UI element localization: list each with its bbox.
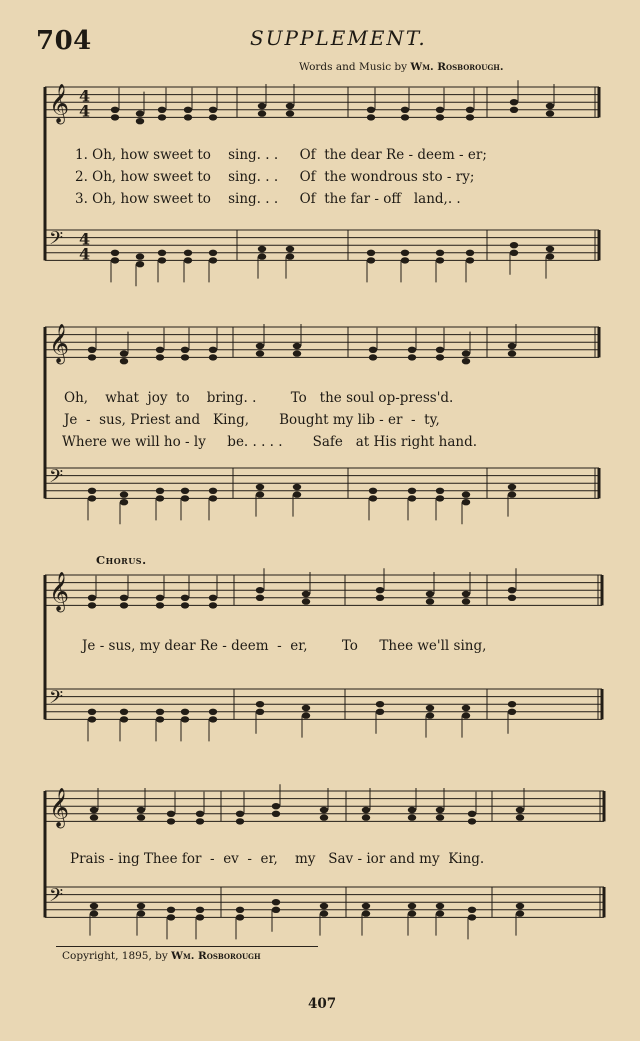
note-head xyxy=(236,907,244,913)
note-head xyxy=(256,595,264,601)
note-head xyxy=(293,343,301,349)
note-head xyxy=(158,250,166,256)
copyright-prefix: Copyright, 1895, by xyxy=(62,950,172,962)
note-head xyxy=(136,118,144,124)
note-head xyxy=(546,253,554,259)
note-head xyxy=(367,114,375,120)
note-head xyxy=(181,595,189,601)
time-signature: 4 xyxy=(79,86,91,106)
note-head xyxy=(156,495,164,501)
note-head xyxy=(369,488,377,494)
note-head xyxy=(181,709,189,715)
note-head xyxy=(462,598,470,604)
note-head xyxy=(302,598,310,604)
lyric-line: Prais - ing Thee for - ev - er, my Sav - ior and my King. xyxy=(70,851,485,867)
note-head xyxy=(376,701,384,707)
note-head xyxy=(156,595,164,601)
note-head xyxy=(90,903,98,909)
note-head xyxy=(88,347,96,353)
note-head xyxy=(209,257,217,263)
note-head xyxy=(367,257,375,263)
note-head xyxy=(436,903,444,909)
note-head xyxy=(516,903,524,909)
note-head xyxy=(120,499,128,505)
note-head xyxy=(369,354,377,360)
note-head xyxy=(209,347,217,353)
note-head xyxy=(408,807,416,813)
note-head xyxy=(156,602,164,608)
note-head xyxy=(272,811,280,817)
note-head xyxy=(468,907,476,913)
note-head xyxy=(408,354,416,360)
note-head xyxy=(436,807,444,813)
note-head xyxy=(546,246,554,252)
note-head xyxy=(401,107,409,113)
note-head xyxy=(436,257,444,263)
copyright-notice xyxy=(62,950,261,962)
note-head xyxy=(436,107,444,113)
hymn-number: 704 xyxy=(36,26,92,56)
note-head xyxy=(167,907,175,913)
copyright-author: Wm. Rosborough xyxy=(171,950,261,962)
note-head xyxy=(302,591,310,597)
note-head xyxy=(436,347,444,353)
note-head xyxy=(516,910,524,916)
note-head xyxy=(468,914,476,920)
note-head xyxy=(508,350,516,356)
note-head xyxy=(196,811,204,817)
note-head xyxy=(286,246,294,252)
note-head xyxy=(362,903,370,909)
note-head xyxy=(401,114,409,120)
note-head xyxy=(137,814,145,820)
note-head xyxy=(256,491,264,497)
note-head xyxy=(181,488,189,494)
note-head xyxy=(510,107,518,113)
lyric-line: Je - sus, my dear Re - deem - er, To Thee we'll sing, xyxy=(82,638,487,654)
note-head xyxy=(272,899,280,905)
note-head xyxy=(120,709,128,715)
note-head xyxy=(272,907,280,913)
note-head xyxy=(293,350,301,356)
note-head xyxy=(256,350,264,356)
note-head xyxy=(111,114,119,120)
note-head xyxy=(293,491,301,497)
note-head xyxy=(436,814,444,820)
note-head xyxy=(209,716,217,722)
note-head xyxy=(468,811,476,817)
note-head xyxy=(167,914,175,920)
note-head xyxy=(120,358,128,364)
note-head xyxy=(88,495,96,501)
note-head xyxy=(120,602,128,608)
note-head xyxy=(258,253,266,259)
note-head xyxy=(302,705,310,711)
note-head xyxy=(158,107,166,113)
note-head xyxy=(156,347,164,353)
note-head xyxy=(209,709,217,715)
note-head xyxy=(436,250,444,256)
note-head xyxy=(466,107,474,113)
note-head xyxy=(209,595,217,601)
note-head xyxy=(209,488,217,494)
note-head xyxy=(181,347,189,353)
lyric-line: Where we will ho - ly be. . . . . Safe at His right hand. xyxy=(62,434,478,450)
note-head xyxy=(90,814,98,820)
note-head xyxy=(367,107,375,113)
note-head xyxy=(236,914,244,920)
note-head xyxy=(510,242,518,248)
bass-clef-icon: 𝄢 xyxy=(49,466,64,492)
note-head xyxy=(181,354,189,360)
note-head xyxy=(426,598,434,604)
note-head xyxy=(236,811,244,817)
time-signature: 4 xyxy=(79,244,91,264)
treble-clef-icon: 𝄞 xyxy=(49,571,70,612)
note-head xyxy=(426,705,434,711)
note-head xyxy=(181,602,189,608)
note-head xyxy=(462,705,470,711)
note-head xyxy=(462,591,470,597)
note-head xyxy=(88,716,96,722)
note-head xyxy=(468,818,476,824)
note-head xyxy=(184,257,192,263)
note-head xyxy=(196,914,204,920)
lyric-line: 3. Oh, how sweet to sing. . . Of the far - off land,. . xyxy=(75,191,461,207)
note-head xyxy=(408,814,416,820)
note-head xyxy=(286,253,294,259)
note-head xyxy=(256,484,264,490)
note-head xyxy=(546,103,554,109)
note-head xyxy=(88,488,96,494)
lyric-line: Je - sus, Priest and King, Bought my lib - er - ty, xyxy=(64,412,440,428)
note-head xyxy=(401,250,409,256)
note-head xyxy=(258,110,266,116)
note-head xyxy=(376,709,384,715)
note-head xyxy=(181,495,189,501)
note-head xyxy=(408,495,416,501)
note-head xyxy=(436,354,444,360)
note-head xyxy=(508,587,516,593)
note-head xyxy=(426,591,434,597)
note-head xyxy=(156,488,164,494)
note-head xyxy=(286,110,294,116)
note-head xyxy=(272,803,280,809)
note-head xyxy=(462,358,470,364)
note-head xyxy=(462,491,470,497)
note-head xyxy=(88,354,96,360)
note-head xyxy=(156,716,164,722)
note-head xyxy=(508,709,516,715)
bass-clef-icon: 𝄢 xyxy=(49,687,64,713)
note-head xyxy=(376,595,384,601)
note-head xyxy=(136,110,144,116)
note-head xyxy=(376,587,384,593)
note-head xyxy=(120,595,128,601)
note-head xyxy=(90,910,98,916)
note-head xyxy=(362,910,370,916)
note-head xyxy=(167,818,175,824)
note-head xyxy=(111,250,119,256)
note-head xyxy=(508,484,516,490)
note-head xyxy=(158,257,166,263)
note-head xyxy=(320,910,328,916)
note-head xyxy=(136,253,144,259)
note-head xyxy=(466,114,474,120)
note-head xyxy=(137,903,145,909)
note-head xyxy=(426,712,434,718)
note-head xyxy=(508,701,516,707)
note-head xyxy=(462,350,470,356)
note-head xyxy=(256,709,264,715)
chorus-label: Chorus. xyxy=(96,553,147,567)
page-number: 407 xyxy=(308,996,337,1012)
note-head xyxy=(320,903,328,909)
note-head xyxy=(408,910,416,916)
note-head xyxy=(111,257,119,263)
note-head xyxy=(158,114,166,120)
note-head xyxy=(258,103,266,109)
note-head xyxy=(516,807,524,813)
note-head xyxy=(466,257,474,263)
note-head xyxy=(362,814,370,820)
note-head xyxy=(466,250,474,256)
footnote-rule xyxy=(56,946,318,947)
note-head xyxy=(462,712,470,718)
note-head xyxy=(137,910,145,916)
note-head xyxy=(136,261,144,267)
note-head xyxy=(209,495,217,501)
lyric-line: 1. Oh, how sweet to sing. . . Of the dear Re - deem - er; xyxy=(75,147,487,163)
note-head xyxy=(367,250,375,256)
note-head xyxy=(88,602,96,608)
treble-clef-icon: 𝄞 xyxy=(49,83,70,124)
note-head xyxy=(196,818,204,824)
note-head xyxy=(508,343,516,349)
note-head xyxy=(120,350,128,356)
note-head xyxy=(436,495,444,501)
note-head xyxy=(369,495,377,501)
note-head xyxy=(120,491,128,497)
note-head xyxy=(362,807,370,813)
note-head xyxy=(156,709,164,715)
note-head xyxy=(258,246,266,252)
note-head xyxy=(167,811,175,817)
note-head xyxy=(90,807,98,813)
note-head xyxy=(293,484,301,490)
note-head xyxy=(369,347,377,353)
note-head xyxy=(137,807,145,813)
note-head xyxy=(184,250,192,256)
note-head xyxy=(462,499,470,505)
bass-clef-icon: 𝄢 xyxy=(49,228,64,254)
note-head xyxy=(256,587,264,593)
note-head xyxy=(111,107,119,113)
credit-author: Wm. Rosborough. xyxy=(410,61,504,73)
time-signature: 4 xyxy=(79,229,91,249)
note-head xyxy=(320,814,328,820)
note-head xyxy=(88,709,96,715)
note-head xyxy=(408,347,416,353)
note-head xyxy=(436,910,444,916)
note-head xyxy=(209,354,217,360)
note-head xyxy=(510,250,518,256)
lyric-line: Oh, what joy to bring. . To the soul op-press'd. xyxy=(64,390,454,406)
note-head xyxy=(436,114,444,120)
treble-clef-icon: 𝄞 xyxy=(49,323,70,364)
section-title: SUPPLEMENT. xyxy=(250,26,427,50)
credit-prefix: Words and Music by xyxy=(299,61,411,73)
note-head xyxy=(209,602,217,608)
note-head xyxy=(436,488,444,494)
note-head xyxy=(156,354,164,360)
note-head xyxy=(209,250,217,256)
note-head xyxy=(184,107,192,113)
note-head xyxy=(508,595,516,601)
note-head xyxy=(401,257,409,263)
note-head xyxy=(510,99,518,105)
note-head xyxy=(256,701,264,707)
note-head xyxy=(209,107,217,113)
note-head xyxy=(236,818,244,824)
note-head xyxy=(302,712,310,718)
time-signature: 4 xyxy=(79,101,91,121)
lyric-line: 2. Oh, how sweet to sing. . . Of the wondrous sto - ry; xyxy=(75,169,475,185)
note-head xyxy=(88,595,96,601)
note-head xyxy=(209,114,217,120)
note-head xyxy=(120,716,128,722)
note-head xyxy=(516,814,524,820)
note-head xyxy=(408,488,416,494)
note-head xyxy=(256,343,264,349)
note-head xyxy=(508,491,516,497)
treble-clef-icon: 𝄞 xyxy=(49,787,70,828)
note-head xyxy=(546,110,554,116)
note-head xyxy=(286,103,294,109)
note-head xyxy=(181,716,189,722)
note-head xyxy=(320,807,328,813)
bass-clef-icon: 𝄢 xyxy=(49,885,64,911)
note-head xyxy=(408,903,416,909)
note-head xyxy=(184,114,192,120)
note-head xyxy=(196,907,204,913)
